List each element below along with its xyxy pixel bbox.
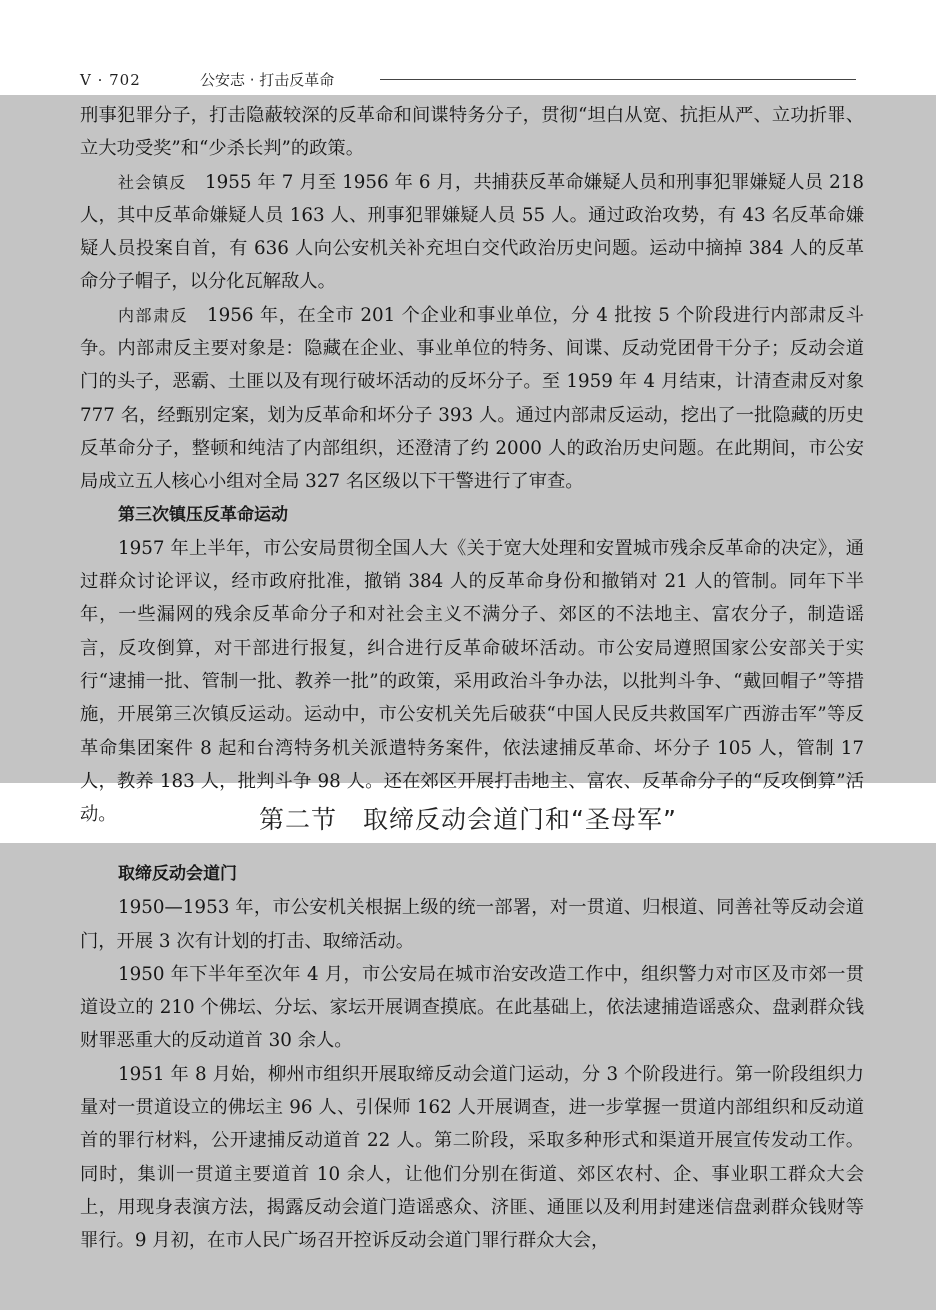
paragraph-body: 1955 年 7 月至 1956 年 6 月，共捕获反革命嫌疑人员和刑事犯罪嫌疑人员 218 人，其中反革命嫌疑人员 163 人、刑事犯罪嫌疑人员 55 人。通过政治攻势，有 43 名反革命嫌疑人员投案自首，有 636 人向公安机关补充坦白交代政治历史问题。运动中摘掉 384 人的反革命分子帽子，以分化瓦解敌人。 (80, 171, 864, 293)
paragraph-lead: 社会镇反 (118, 172, 187, 192)
paragraph: 1951 年 8 月始，柳州市组织开展取缔反动会道门运动，分 3 个阶段进行。第一阶段组织力量对一贯道设立的佛坛主 96 人、引保师 162 人开展调查，进一步掌握一贯道内部组织和反动道首的罪行材料，公开逮捕反动道首 22 人。第二阶段，采取多种形式和渠道开展宣传发动工作。同时，集训一贯道主要道首 10 余人，让他们分别在街道、郊区农村、企、事业职工群众大会上，用现身表演方法，揭露反动会道门造谣惑众、济匪、通匪以及利用封建迷信盘剥群众钱财等罪行。9 月初，在市人民广场召开控诉反动会道门罪行群众大会， (80, 1063, 864, 1252)
paragraph: 1950—1953 年，市公安机关根据上级的统一部署，对一贯道、归根道、同善社等反动会道门，开展 3 次有计划的打击、取缔活动。 (80, 897, 864, 952)
body-text-bottom (80, 858, 864, 1258)
paragraph-continued: 刑事犯罪分子，打击隐蔽较深的反革命和间谍特务分子，贯彻“坦白从宽、抗拒从严、立功折罪、立大功受奖”和“少杀长判”的政策。 (80, 105, 864, 160)
sub-heading: 取缔反动会道门 (118, 864, 237, 884)
header-rule (380, 79, 856, 80)
running-header (80, 68, 856, 92)
paragraph-third-campaign: 1957 年上半年，市公安局贯彻全国人大《关于宽大处理和安置城市残余反革命的决定》，通过群众讨论评议，经市政府批准，撤销 384 人的反革命身份和撤销对 21 人的管制。同年下半年，一些漏网的残余反革命分子和对社会主义不满分子、郊区的不法地主、富农分子，制造谣言，反攻倒算，对干部进行报复，纠合进行反革命破坏活动。市公安局遵照国家公安部关于实行“逮捕一批、管制一批、教养一批”的政策，采用政治斗争办法，以批判斗争、“戴回帽子”等措施，开展第三次镇反运动。运动中，市公安机关先后破获“中国人民反共救国军广西游击军”等反革命集团案件 8 起和台湾特务机关派遣特务案件，依法逮捕反革命、坏分子 105 人，管制 17 人，教养 183 人，批判斗争 98 人。还在郊区开展打击地主、富农、反革命分子的“反攻倒算”活动。 (80, 537, 864, 826)
paragraph: 1950 年下半年至次年 4 月，市公安局在城市治安改造工作中，组织警力对市区及市郊一贯道设立的 210 个佛坛、分坛、家坛开展调查摸底。在此基础上，依法逮捕造谣惑众、盘剥群众钱财罪恶重大的反动道首 30 余人。 (80, 963, 864, 1052)
section-title: 第二节 取缔反动会道门和“圣母军” (259, 805, 677, 834)
paragraph-body: 1956 年，在全市 201 个企业和事业单位，分 4 批按 5 个阶段进行内部肃反斗争。内部肃反主要对象是：隐藏在企业、事业单位的特务、间谍、反动党团骨干分子；反动会道门的头子，恶霸、土匪以及有现行破坏活动的反坏分子。至 1959 年 4 月结束，计清查肃反对象 777 名，经甄别定案，划为反革命和坏分子 393 人。通过内部肃反运动，挖出了一批隐藏的历史反革命分子，整顿和纯洁了内部组织，还澄清了约 2000 人的政治历史问题。在此期间，市公安局成立五人核心小组对全局 327 名区级以下干警进行了审查。 (80, 304, 864, 493)
page-number: V · 702 (80, 71, 141, 89)
paragraph-lead: 内部肃反 (118, 305, 189, 325)
paragraph-social-campaign (80, 166, 864, 299)
sub-heading: 第三次镇压反革命运动 (118, 504, 288, 525)
body-text-top (80, 99, 864, 832)
running-title: 公安志 · 打击反革命 (200, 71, 335, 89)
paragraph-internal-campaign (80, 299, 864, 499)
